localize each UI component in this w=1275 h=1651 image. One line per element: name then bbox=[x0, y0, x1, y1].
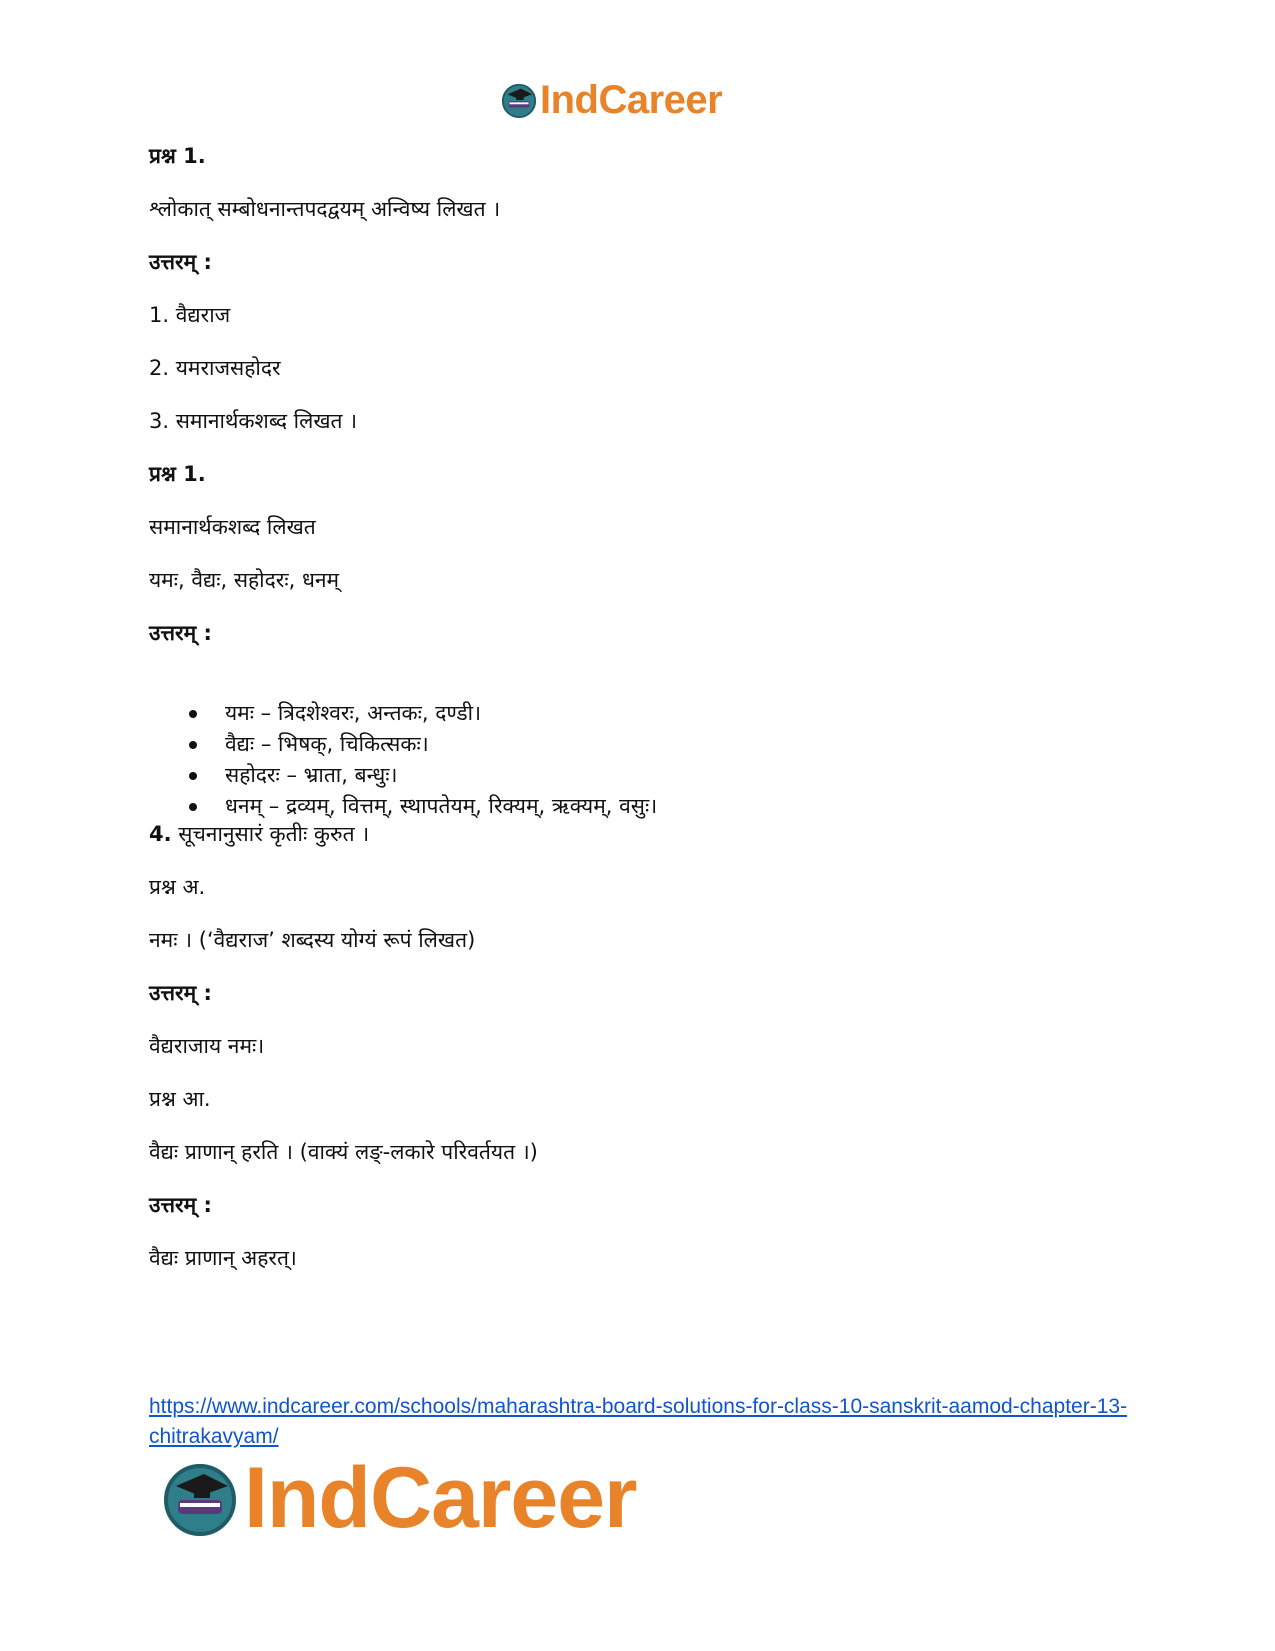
header-logo bbox=[500, 80, 722, 120]
answer-text: वैद्यराजाय नमः। bbox=[149, 1034, 265, 1058]
question-label: प्रश्न 1. bbox=[149, 144, 206, 168]
question-words: यमः, वैद्यः, सहोदरः, धनम् bbox=[149, 568, 340, 592]
graduation-book-globe-icon bbox=[500, 81, 538, 119]
list-item: वैद्यः – भिषक्, चिकित्सकः। bbox=[149, 729, 657, 760]
logo-wordmark: IndCareer bbox=[540, 78, 723, 122]
question-text: समानार्थकशब्द लिखत bbox=[149, 515, 316, 539]
answer-label: उत्तरम् : bbox=[149, 981, 212, 1005]
question-label: प्रश्न 1. bbox=[149, 462, 206, 486]
section-title: सूचनानुसारं कृतीः कुरुत । bbox=[178, 822, 370, 846]
logo-wordmark: IndCareer bbox=[244, 1450, 637, 1546]
answer-text: वैद्यः प्राणान् अहरत्। bbox=[149, 1246, 297, 1270]
section-number: 4. bbox=[149, 822, 172, 846]
answer-label: उत्तरम् : bbox=[149, 1193, 212, 1217]
synonym-list bbox=[149, 698, 657, 822]
section-heading bbox=[149, 820, 369, 848]
bullet-icon bbox=[189, 741, 197, 749]
list-item: धनम् – द्रव्यम्, वित्तम्, स्थापतेयम्, रिक्यम्, ऋक्यम्, वसुः। bbox=[149, 791, 657, 822]
question-label: प्रश्न अ. bbox=[149, 875, 206, 899]
answer-item: 1. वैद्यराज bbox=[149, 303, 231, 327]
graduation-book-globe-icon bbox=[160, 1458, 240, 1538]
question-label: प्रश्न आ. bbox=[149, 1087, 211, 1111]
answer-item: 2. यमराजसहोदर bbox=[149, 356, 281, 380]
list-item: सहोदरः – भ्राता, बन्धुः। bbox=[149, 760, 657, 791]
question-text: श्लोकात् सम्बोधनान्तपदद्वयम् अन्विष्य लिखत । bbox=[149, 197, 501, 221]
list-item: यमः – त्रिदशेश्वरः, अन्तकः, दण्डी। bbox=[149, 698, 657, 729]
source-link[interactable]: https://www.indcareer.com/schools/maharashtra-board-solutions-for-class-10-sanskrit-aamod-chapter-13-chitrakavyam/ bbox=[149, 1395, 1128, 1448]
footer-logo bbox=[160, 1450, 637, 1546]
bullet-icon bbox=[189, 710, 197, 718]
answer-label: उत्तरम् : bbox=[149, 621, 212, 645]
section-heading: 3. समानार्थकशब्द लिखत । bbox=[149, 409, 358, 433]
question-text: नमः । (‘वैद्यराज’ शब्दस्य योग्यं रूपं लिखत) bbox=[149, 928, 476, 952]
answer-label: उत्तरम् : bbox=[149, 250, 212, 274]
bullet-icon bbox=[189, 803, 197, 811]
bullet-icon bbox=[189, 772, 197, 780]
question-text: वैद्यः प्राणान् हरति । (वाक्यं लङ्-लकारे परिवर्तयत ।) bbox=[149, 1140, 538, 1164]
